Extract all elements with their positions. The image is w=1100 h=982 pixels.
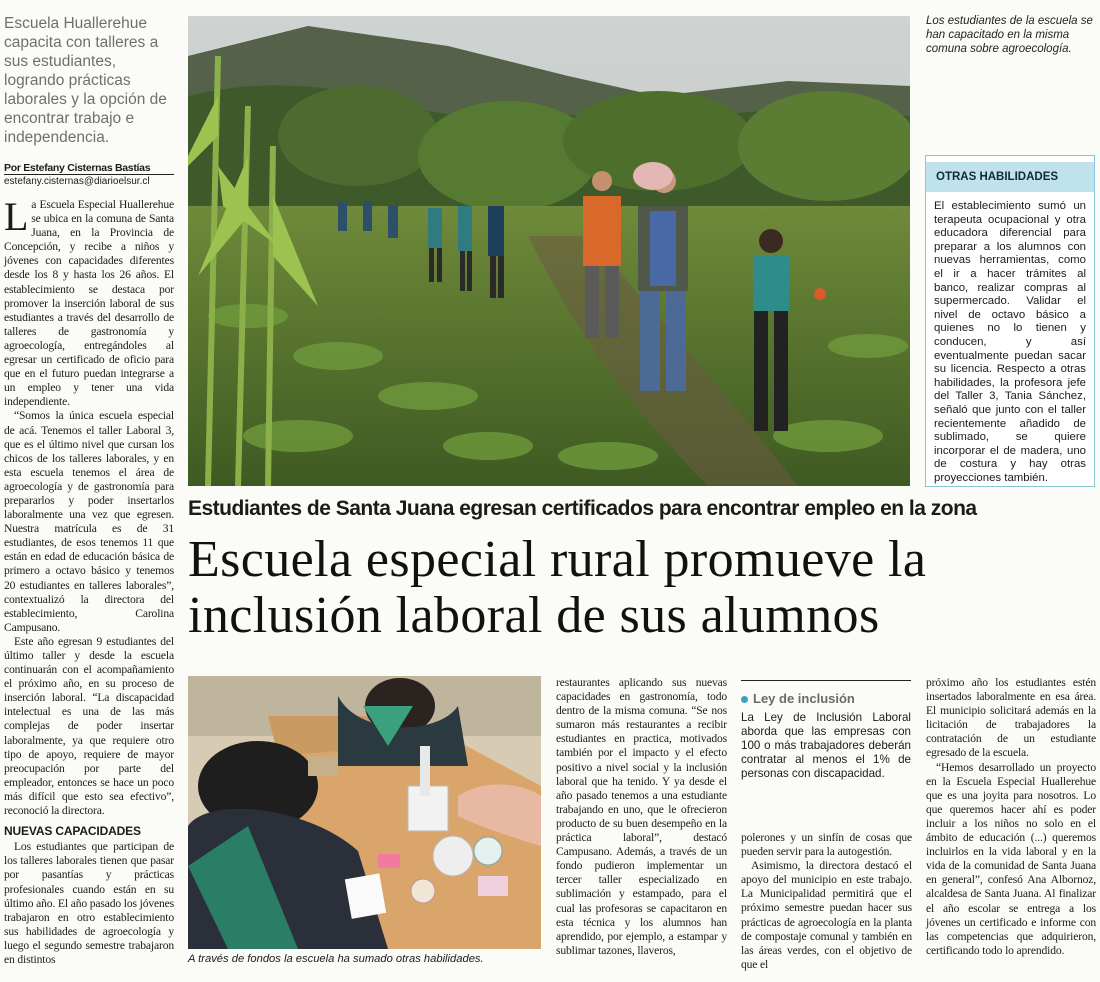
byline: Por Estefany Cisternas Bastías bbox=[4, 162, 151, 174]
body-column-3 bbox=[556, 676, 727, 958]
col1-paragraph-4: Los estudiantes que participan de los talleres laborales tienen que pasar por pasantías y prácticas profesionales cuando están en su último año. El año pasado los jóvenes trabajaron en otro establecimiento sus habilidades de agroecología y luego el segundo semestre trabajaron en distintos bbox=[4, 840, 174, 966]
field-walk-photo bbox=[188, 16, 910, 486]
headline: Escuela especial rural promueve la inclusión laboral de sus alumnos bbox=[188, 531, 927, 644]
col4-paragraph-1: polerones y un sinfín de cosas que pueden servir para la autogestión. bbox=[741, 831, 912, 859]
col1-paragraph-3: Este año egresan 9 estudiantes del último taller y desde la escuela continuarán con el acompañamiento el próximo año, en su proceso de inserción laboral. “La discapacidad intelectual es una de las más complejas de poder insertar laboralmente, ya que requiere otro tipo de apoyo, requiere de mayor preocupación por parte del empleador, entonces se hace un poco más difícil que esto sea efectivo”, reconoció la directora. bbox=[4, 634, 174, 818]
col3-paragraph: restaurantes aplicando sus nuevas capacidades en gastronomía, todo dentro de la misma comuna. “Se nos sumaron más restaurantes a recibir estudiantes en practica, motivados también por el impacto y el efecto positivo a nivel social y la inclusión laboral que ha tenido. Y ya desde el año pasado tenemos a una estudiante trabajando en uno, que le ofrecieron producto de su buen desempeño en la práctica laboral”, destacó Campusano. Además, a través de un fondo pudieron implementar un tercer taller especializado en sublimación y estampado, para el cual las profesoras se capacitaron en esta técnica y los alumnos han aprendido, por ejemplo, a estampar y sublimar tazones, llaveros, bbox=[556, 676, 727, 957]
body-column-5 bbox=[926, 676, 1096, 958]
author-email[interactable]: estefany.cisternas@diarioelsur.cl bbox=[4, 176, 150, 187]
workshop-photo bbox=[188, 676, 541, 949]
body-column-1 bbox=[4, 194, 174, 967]
bullet-dot-icon bbox=[741, 696, 748, 703]
sidebar-box-title: OTRAS HABILIDADES bbox=[926, 162, 1094, 192]
ley-divider bbox=[741, 680, 911, 681]
byline-divider bbox=[4, 174, 174, 175]
drop-cap: L bbox=[4, 194, 29, 239]
col4-paragraph-2: Asimismo, la directora destacó el apoyo del municipio en este trabajo. La Municipalidad permitirá que el próximo semestre puedan hacer sus prácticas de agroecología en la planta de compostaje comunal y también en las áreas verdes, con el objetivo de que el bbox=[741, 859, 912, 971]
photo-caption-bottom: A través de fondos la escuela ha sumado otras habilidades. bbox=[188, 953, 484, 965]
sidebar-box bbox=[925, 155, 1095, 487]
sidebar-box-text: El establecimiento sumó un terapeuta ocupacional y otra educadora diferencial para preparar a los alumnos con nuevas herramientas, como el ir a hacer trámites al banco, realizar compras al supermercado. Validar el nivel de octavo básico a quienes no lo tienen y conducen, y así eventualmente puedan sacar su licencia. Respecto a otras habilidades, la profesora jefe del Taller 3, Tania Sánchez, señaló que junto con el taller recientemente añadido de sublimado, se quiere incorporar el de madera, uno de costura y hay otras proyecciones también. bbox=[934, 200, 1086, 484]
ley-text: La Ley de Inclusión Laboral aborda que las empresas con 100 o más trabajadores deberán contratar al menos el 1% de personas con discapacidad. bbox=[741, 711, 911, 780]
col1-paragraph-1: a Escuela Especial Huallerehue se ubica en la comuna de Santa Juana, en la Provincia de Concepción, y recibe a niños y jóvenes con capacidades diferentes desde los 8 y hasta los 26 años. El establecimiento se destaca por promover la inserción laboral de sus estudiantes a través del desarrollo de talleres de gastronomía y agroecología, entregándoles al egresar un certificado de oficio para que en el futuro puedan integrarse a un empleo y tener una vida independiente. bbox=[4, 198, 174, 409]
workshop-photo-art bbox=[188, 676, 541, 949]
col1-paragraph-2: “Somos la única escuela especial de acá. Tenemos el taller Laboral 3, que es el último nivel que cursan los chicos de los talleres laborales, y en esta escuela tenemos el área de agroecología y de gastronomía para prepararlos y poder insertarlos laboralmente una vez que egresen. Nuestra matrícula es de 31 estudiantes, de esos tenemos 11 que están en edad de educación básica de primero a octavo básico y tenemos 20 estudiantes en talleres laborales”, contextualizó la directora del establecimiento, Carolina Campusano. bbox=[4, 409, 174, 634]
article-kicker: Escuela Huallerehue capacita con talleres a sus estudiantes, logrando prácticas laborales y la opción de encontrar trabajo e independencia. bbox=[4, 15, 167, 146]
body-column-4 bbox=[741, 831, 912, 972]
ley-title bbox=[741, 691, 911, 706]
photo-caption-top: Los estudiantes de la escuela se han capacitado en la misma comuna sobre agroecología. bbox=[926, 15, 1093, 55]
col5-paragraph-1: próximo año los estudiantes estén insertados laboralmente en esa área. El municipio solicitará además en la licitación de trabajadores la contratación de un estudiante egresado de la escuela. bbox=[926, 676, 1096, 760]
ley-title-text: Ley de inclusión bbox=[753, 691, 855, 706]
subtitle: Estudiantes de Santa Juana egresan certificados para encontrar empleo en la zona bbox=[188, 497, 977, 520]
col5-paragraph-2: “Hemos desarrollado un proyecto en la Escuela Especial Huallerehue que es una joyita para nosotros. Lo que queremos hacer ahí es poder incluir a los niños no solo en el ámbito de educación (...) queremos incluirlos en la vida laboral y en la vida de la comunidad de Santa Juana en general”, confesó Ana Albornoz, alcaldesa de Santa Juana. Al finalizar el año escolar se entrega a los jóvenes un certificado e informe con las competencias que adquirieron, certificando todo lo aprendido. bbox=[926, 760, 1096, 957]
main-photo bbox=[188, 16, 910, 486]
section-subhead: NUEVAS CAPACIDADES bbox=[4, 824, 141, 839]
